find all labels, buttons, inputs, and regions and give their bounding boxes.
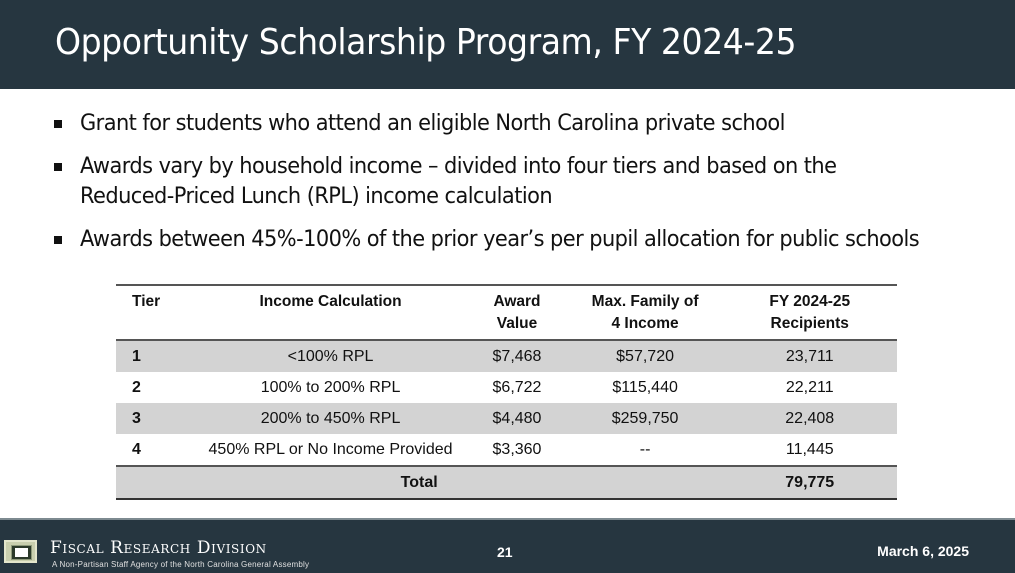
table-row — [116, 403, 897, 434]
cell-award: $3,360 — [492, 440, 542, 458]
bullet-text: Awards vary by household income – divided into four tiers and based on the — [80, 153, 837, 179]
slide-title: Opportunity Scholarship Program, FY 2024-25 — [55, 22, 797, 63]
header-recipients: FY 2024-25 Recipients — [722, 285, 897, 340]
org-tagline: A Non-Partisan Staff Agency of the North Carolina General Assembly — [52, 560, 310, 569]
cell-income: 200% to 450% RPL — [195, 403, 467, 434]
table-header-row — [116, 285, 897, 340]
page-number: 21 — [497, 544, 513, 560]
bullet-item — [52, 151, 1002, 211]
cell-award: $4,480 — [466, 403, 567, 434]
cell-max-income: -- — [639, 440, 651, 458]
square-bullet-icon — [54, 120, 62, 128]
cell-tier: 1 — [116, 340, 195, 372]
table-row — [116, 434, 897, 466]
footer-bar — [0, 518, 1015, 573]
cell-income: 450% RPL or No Income Provided — [208, 440, 453, 458]
cell-recipients: 22,408 — [722, 403, 897, 434]
presentation-date: March 6, 2025 — [877, 543, 969, 559]
scholarship-tier-table — [116, 284, 897, 500]
table-row — [116, 372, 897, 403]
cell-tier: 2 — [132, 378, 141, 396]
bullet-text-continued: Reduced-Priced Lunch (RPL) income calculation — [80, 183, 553, 209]
bullet-text: Grant for students who attend an eligible North Carolina private school — [80, 110, 785, 136]
title-bar — [0, 0, 1015, 89]
header-award-value: Award Value — [466, 285, 567, 340]
header-tier: Tier — [116, 285, 195, 340]
total-recipients: 79,775 — [722, 466, 897, 499]
org-name: Fiscal Research Division — [50, 538, 267, 558]
bullet-item — [52, 224, 1002, 254]
cell-recipients: 23,711 — [722, 340, 897, 372]
square-bullet-icon — [54, 236, 62, 244]
cell-income: <100% RPL — [195, 340, 467, 372]
table-total-row — [116, 466, 897, 499]
cell-recipients: 22,211 — [785, 378, 834, 396]
frd-logo-icon — [4, 540, 37, 563]
bullet-text: Awards between 45%-100% of the prior year’s per pupil allocation for public schools — [80, 226, 920, 252]
bullet-list — [52, 108, 1002, 267]
cell-award: $6,722 — [492, 378, 542, 396]
total-label: Total — [195, 466, 568, 499]
cell-tier: 3 — [116, 403, 195, 434]
header-income-calculation: Income Calculation — [195, 285, 467, 340]
cell-max-income: $259,750 — [568, 403, 723, 434]
bullet-item — [52, 108, 1002, 138]
cell-award: $7,468 — [466, 340, 567, 372]
header-max-family-income: Max. Family of 4 Income — [568, 285, 723, 340]
table-row — [116, 340, 897, 372]
cell-max-income: $57,720 — [568, 340, 723, 372]
square-bullet-icon — [54, 163, 62, 171]
cell-tier: 4 — [132, 440, 141, 458]
cell-recipients: 11,445 — [785, 440, 834, 458]
cell-income: 100% to 200% RPL — [260, 378, 401, 396]
cell-max-income: $115,440 — [612, 378, 678, 396]
